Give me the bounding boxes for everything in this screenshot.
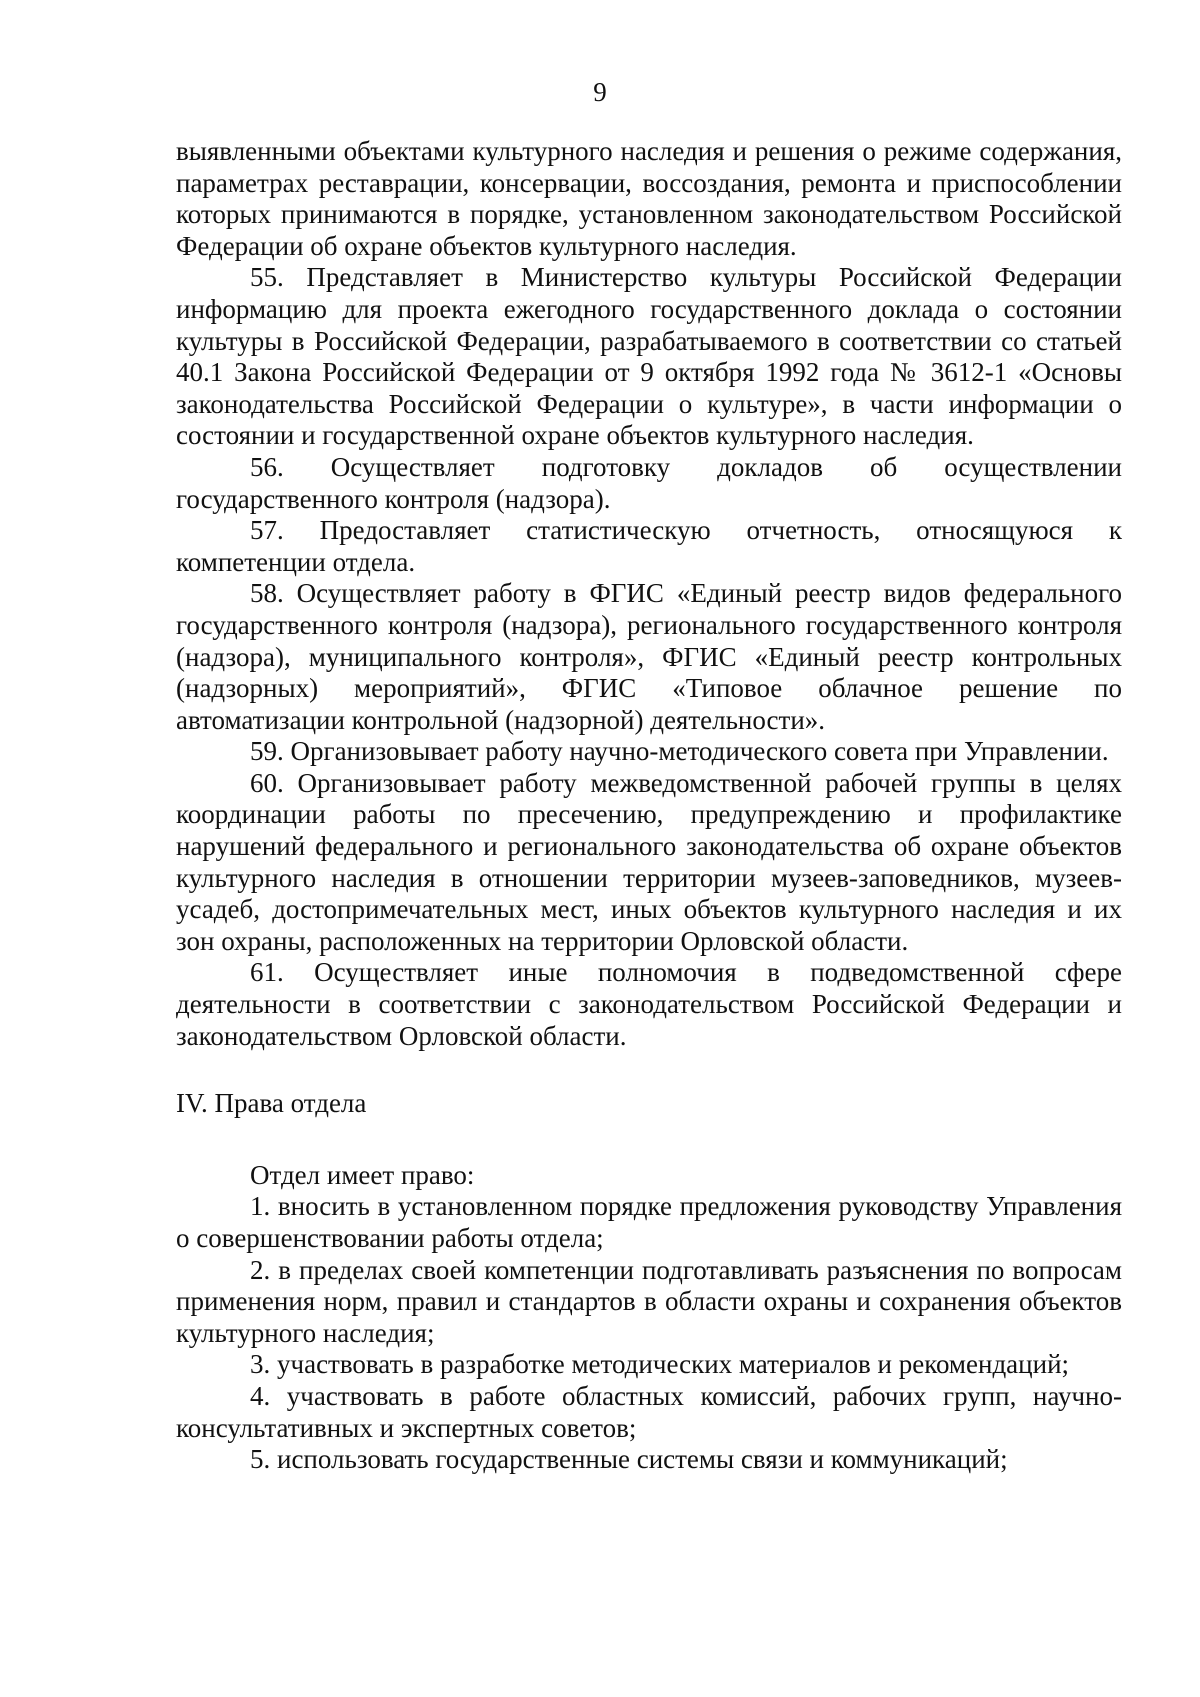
paragraph-58: 58. Осуществляет работу в ФГИС «Единый реестр видов федерального государственного контроля (надзора), регионального государственного контроля (надзора), муниципального контроля», ФГИС «Единый реестр контрольных (надзорных) мероприятий», ФГИС «Типовое облачное решение по автоматизации контрольной (надзорной) деятельности». xyxy=(176,578,1122,735)
paragraph-61: 61. Осуществляет иные полномочия в подведомственной сфере деятельности в соответствии с законодательством Российской Федерации и законодательством Орловской области. xyxy=(176,957,1122,1051)
right-item-3: 3. участвовать в разработке методических материалов и рекомендаций; xyxy=(250,1349,1070,1380)
document-body xyxy=(176,136,1122,1476)
paragraph-57: 57. Предоставляет статистическую отчетность, относящуюся к компетенции отдела. xyxy=(176,515,1122,577)
section-heading: IV. Права отдела xyxy=(176,1088,367,1119)
right-item-5: 5. использовать государственные системы связи и коммуникаций; xyxy=(250,1444,1008,1475)
right-item-4: 4. участвовать в работе областных комиссий, рабочих групп, научно-консультативных и экспертных советов; xyxy=(176,1380,1122,1443)
right-item-2: 2. в пределах своей компетенции подготавливать разъяснения по вопросам применения норм, правил и стандартов в области охраны и сохранения объектов культурного наследия; xyxy=(176,1254,1122,1348)
page-number: 9 xyxy=(593,77,607,107)
paragraph-continuation: выявленными объектами культурного наследия и решения о режиме содержания, параметрах реставрации, консервации, воссоздания, ремонта и приспособлении которых принимаются в порядке, установленном законодательством Российской Федерации об охране объектов культурного наследия. xyxy=(176,136,1122,261)
paragraph-59: 59. Организовывает работу научно-методического совета при Управлении. xyxy=(250,736,1109,767)
paragraph-60: 60. Организовывает работу межведомственной рабочей группы в целях координации работы по пресечению, предупреждению и профилактике нарушений федерального и регионального законодательства об охране объектов культурного наследия в отношении территории музеев-заповедников, музеев-усадеб, достопримечательных мест, иных объектов культурного наследия и их зон охраны, расположенных на территории Орловской области. xyxy=(176,767,1122,956)
rights-intro: Отдел имеет право: xyxy=(250,1159,475,1190)
paragraph-56: 56. Осуществляет подготовку докладов об осуществлении государственного контроля (надзора). xyxy=(176,451,1122,514)
right-item-1: 1. вносить в установленном порядке предложения руководству Управления о совершенствовании работы отдела; xyxy=(176,1191,1122,1253)
paragraph-55: 55. Представляет в Министерство культуры Российской Федерации информацию для проекта ежегодного государственного доклада о состоянии культуры в Российской Федерации, разрабатываемого в соответствии со статьей 40.1 Закона Российской Федерации от 9 октября 1992 года № 3612-1 «Основы законодательства Российской Федерации о культуре», в части информации о состоянии и государственной охране объектов культурного наследия. xyxy=(176,262,1122,451)
